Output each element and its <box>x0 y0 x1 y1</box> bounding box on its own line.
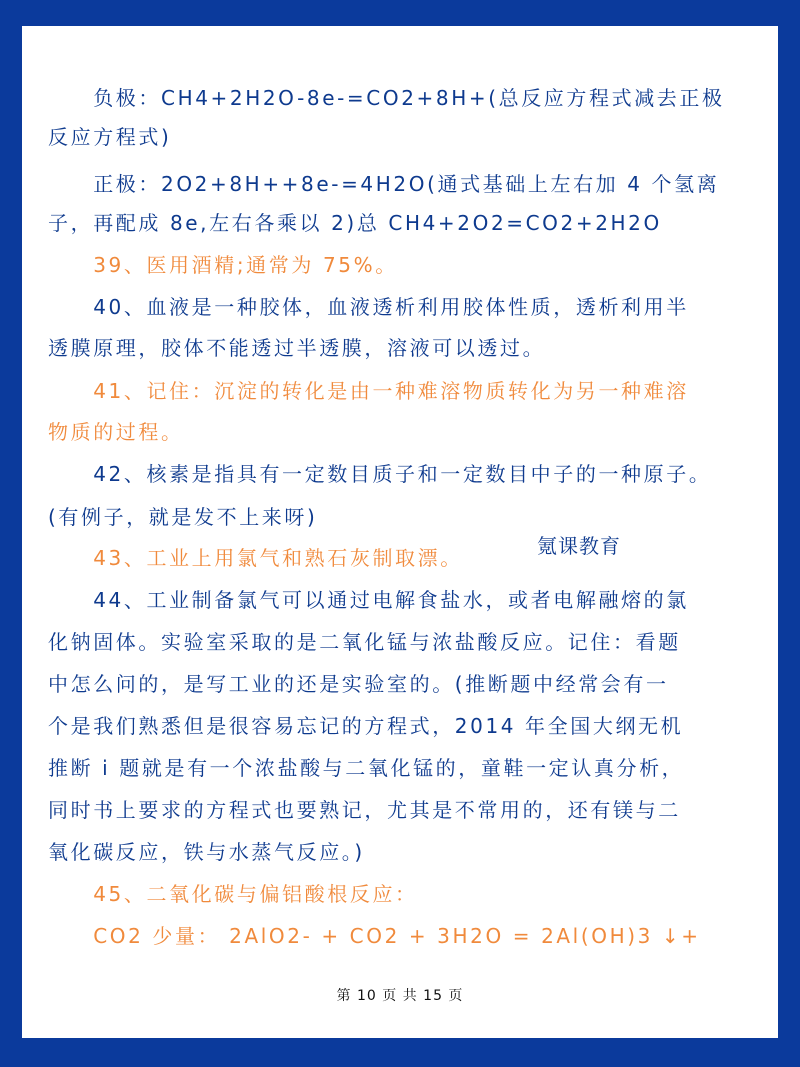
text-line: 化钠固体。实验室采取的是二氧化锰与浓盐酸反应。记住：看题 <box>48 630 681 654</box>
text-line: 39、医用酒精;通常为 75%。 <box>48 253 398 277</box>
text-line: 42、核素是指具有一定数目质子和一定数目中子的一种原子。 <box>48 462 712 486</box>
text-line: 44、工业制备氯气可以通过电解食盐水，或者电解融熔的氯 <box>48 588 689 612</box>
text-line: (有例子，就是发不上来呀) <box>48 505 318 529</box>
text-line: 45、二氧化碳与偏铝酸根反应： <box>48 882 418 906</box>
text-line: 41、记住：沉淀的转化是由一种难溶物质转化为另一种难溶 <box>48 379 689 403</box>
text-line: 43、工业上用氯气和熟石灰制取漂。 <box>48 546 463 570</box>
text-line: 负极：CH4+2H2O-8e-=CO2+8H+(总反应方程式减去正极 <box>48 86 725 110</box>
text-line: 物质的过程。 <box>48 420 184 444</box>
text-line: 正极：2O2+8H++8e-=4H2O(通式基础上左右加 4 个氢离 <box>48 172 720 196</box>
text-line: 透膜原理，胶体不能透过半透膜，溶液可以透过。 <box>48 336 546 360</box>
text-line: 子，再配成 8e,左右各乘以 2)总 CH4+2O2=CO2+2H2O <box>48 211 662 235</box>
text-line: 40、血液是一种胶体，血液透析利用胶体性质，透析利用半 <box>48 295 689 319</box>
text-line: CO2 少量： 2AlO2- + CO2 + 3H2O = 2Al(OH)3 ↓+ <box>48 924 701 948</box>
text-line: 个是我们熟悉但是很容易忘记的方程式，2014 年全国大纲无机 <box>48 714 684 738</box>
brand-watermark: 氪课教育 <box>537 534 621 558</box>
text-line: 中怎么问的，是写工业的还是实验室的。(推断题中经常会有一 <box>48 672 669 696</box>
text-line: 反应方程式) <box>48 125 172 149</box>
page-number: 第 10 页 共 15 页 <box>336 988 464 1004</box>
text-line: 推断 i 题就是有一个浓盐酸与二氧化锰的，童鞋一定认真分析， <box>48 756 685 780</box>
text-line: 同时书上要求的方程式也要熟记，尤其是不常用的，还有镁与二 <box>48 798 681 822</box>
text-line: 氧化碳反应，铁与水蒸气反应。) <box>48 840 365 864</box>
